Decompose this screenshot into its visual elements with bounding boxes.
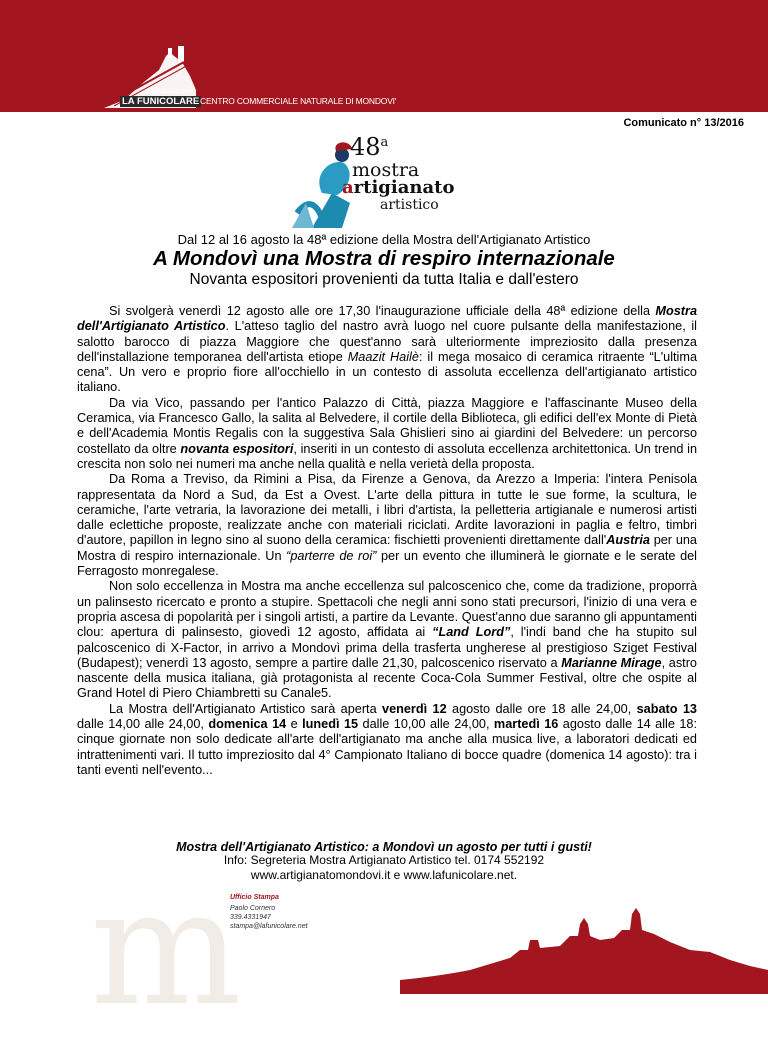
logo-word-artigianato: artigianato bbox=[342, 177, 455, 198]
edition-number: 48$^a$ bbox=[350, 133, 389, 161]
paragraph-2: Da via Vico, passando per l'antico Palazzo di Città, piazza Maggiore e l'affascinante Museo della Ceramica, via Francesco Gallo, la salita al Belvedere, il cortile della Biblioteca, gli edifici dell'ex Monte di Pietà e dell'Academia Montis Regalis con la suggestiva Sala Ghislieri sino ai giardini del Belvedere: un percorso costellato da oltre novanta espositori, inseriti in un contesto di assoluta eccellenza architettonica. Un trend in crescita non solo nei numeri ma anche nella qualità e nella verietà della proposta. bbox=[77, 395, 697, 471]
logo-word-artistico: artistico bbox=[380, 197, 439, 213]
paragraph-4: Non solo eccellenza in Mostra ma anche eccellenza sul palcoscenico che, come da tradizione, proporrà un palinsesto ricercato e pronto a stupire. Spettacoli che negli anni sono stati precursori, l'inizio di una vera e propria ascesa di popolarità per i singoli artisti, a partire da Levante. Quest'anno due saranno gli appuntamenti clou: apertura di palinsesto, giovedì 12 agosto, affidata ai “Land Lord”, l'indi band che ha stupito sul palcoscenico di X-Factor, in arrivo a Mondovì prima della trasferta ungherese al prestigioso Sziget Festival (Budapest); venerdì 13 agosto, sempre a partire dalle 21,30, palcoscenico riservato a Marianne Mirage, astro nascente della musica italiana, già protagonista al recente Coca-Cola Summer Festival, oltre che ospite al Grand Hotel di Piero Chiambretti su Canale5. bbox=[77, 579, 697, 701]
assoc-name: LA FUNICOLARE bbox=[122, 96, 200, 107]
intro-line: Dal 12 al 16 agosto la 48ª edizione della Mostra dell'Artigianato Artistico bbox=[177, 232, 591, 247]
mostra-logo bbox=[292, 133, 472, 230]
header-banner bbox=[0, 0, 768, 112]
paragraph-3: Da Roma a Treviso, da Rimini a Pisa, da Firenze a Genova, da Arezzo a Imperia: l'intera Penisola rappresentata da Nord a Sud, da Est a Ovest. L'arte della pittura in tutte le sue forme, la scultura, le ceramiche, l'arte vetraria, la lavorazione dei metalli, i libri d'artista, la pelletteria artigianale e numerosi artisti dalle eclettiche proposte, realizzate anche con materiali riciclati. Ardite lavorazioni in paglia e feltro, timbri d'autore, papillon in legno sino al suono della ceramica: fischietti provenienti direttamente dall'Austria per una Mostra di respiro internazionale. Un “parterre de roi” per un evento che illuminerà le giornate e le serate del Ferragosto monregalese. bbox=[77, 472, 697, 579]
info-phone-line: Info: Segreteria Mostra Artigianato Artistico tel. 0174 552192 bbox=[223, 853, 545, 867]
press-office-title: Ufficio Stampa bbox=[230, 894, 279, 901]
funicolare-logo[interactable] bbox=[104, 42, 397, 110]
paragraph-1: Si svolgerà venerdì 12 agosto alle ore 17,30 l'inaugurazione ufficiale della 48ª edizione della Mostra dell'Artigianato Artistico. L'atteso taglio del nastro avrà luogo nel cuore pulsante della manifestazione, il salotto barocco di piazza Maggiore che quest'anno sarà ulteriormente impreziosito dalla presenza dell'installazione temporanea dell'artista etiope Maazit Hailè: il mega mosaico di ceramica ritraente “L'ultima cena”. Un vero e proprio fiore all'occhiello in un contesto di assoluta eccellenza dell'artigianato artistico italiano. bbox=[77, 304, 697, 395]
press-release-body bbox=[77, 304, 697, 778]
centro-label: CENTRO COMMERCIALE NATURALE DI MONDOVI' bbox=[200, 96, 397, 106]
logo-word-mostra: mostra bbox=[352, 159, 420, 181]
contact-phone: 339.4331947 bbox=[230, 914, 271, 921]
city-skyline-icon bbox=[400, 900, 768, 994]
contact-name: Paolo Cornero bbox=[230, 905, 276, 912]
paragraph-5: La Mostra dell'Artigianato Artistico sarà aperta venerdì 12 agosto dalle ore 18 alle 24,00, sabato 13 dalle 14,00 alle 24,00, domenica 14 e lunedì 15 dalle 10,00 alle 24,00, martedì 16 agosto dalle 14 alle 18: cinque giornate non solo dedicate all'arte dell'artigianato ma anche alla musica live, a laboratori dedicati ed intrattenimenti vari. Il tutto impreziosito dal 4° Campionato Italiano di bocce quadre (domenica 14 agosto): tra i tanti eventi nell'evento... bbox=[77, 701, 697, 777]
info-websites-line[interactable]: www.artigianatomondovi.it e www.lafunicolare.net. bbox=[250, 868, 518, 882]
watermark-letter: m bbox=[90, 854, 242, 1041]
contact-email[interactable]: stampa@lafunicolare.net bbox=[230, 923, 308, 930]
press-office-contact bbox=[230, 893, 308, 931]
subheadline: Novanta espositori provenienti da tutta Italia e dall'estero bbox=[189, 271, 579, 288]
closing-tagline: Mostra dell'Artigianato Artistico: a Mondovì un agosto per tutti i gusti! bbox=[176, 840, 592, 854]
comunicato-number: Comunicato n° 13/2016 bbox=[623, 117, 744, 129]
headline: A Mondovì una Mostra di respiro internazionale bbox=[153, 247, 615, 270]
assoc-small-label: ASSOCIAZIONE bbox=[146, 89, 194, 95]
